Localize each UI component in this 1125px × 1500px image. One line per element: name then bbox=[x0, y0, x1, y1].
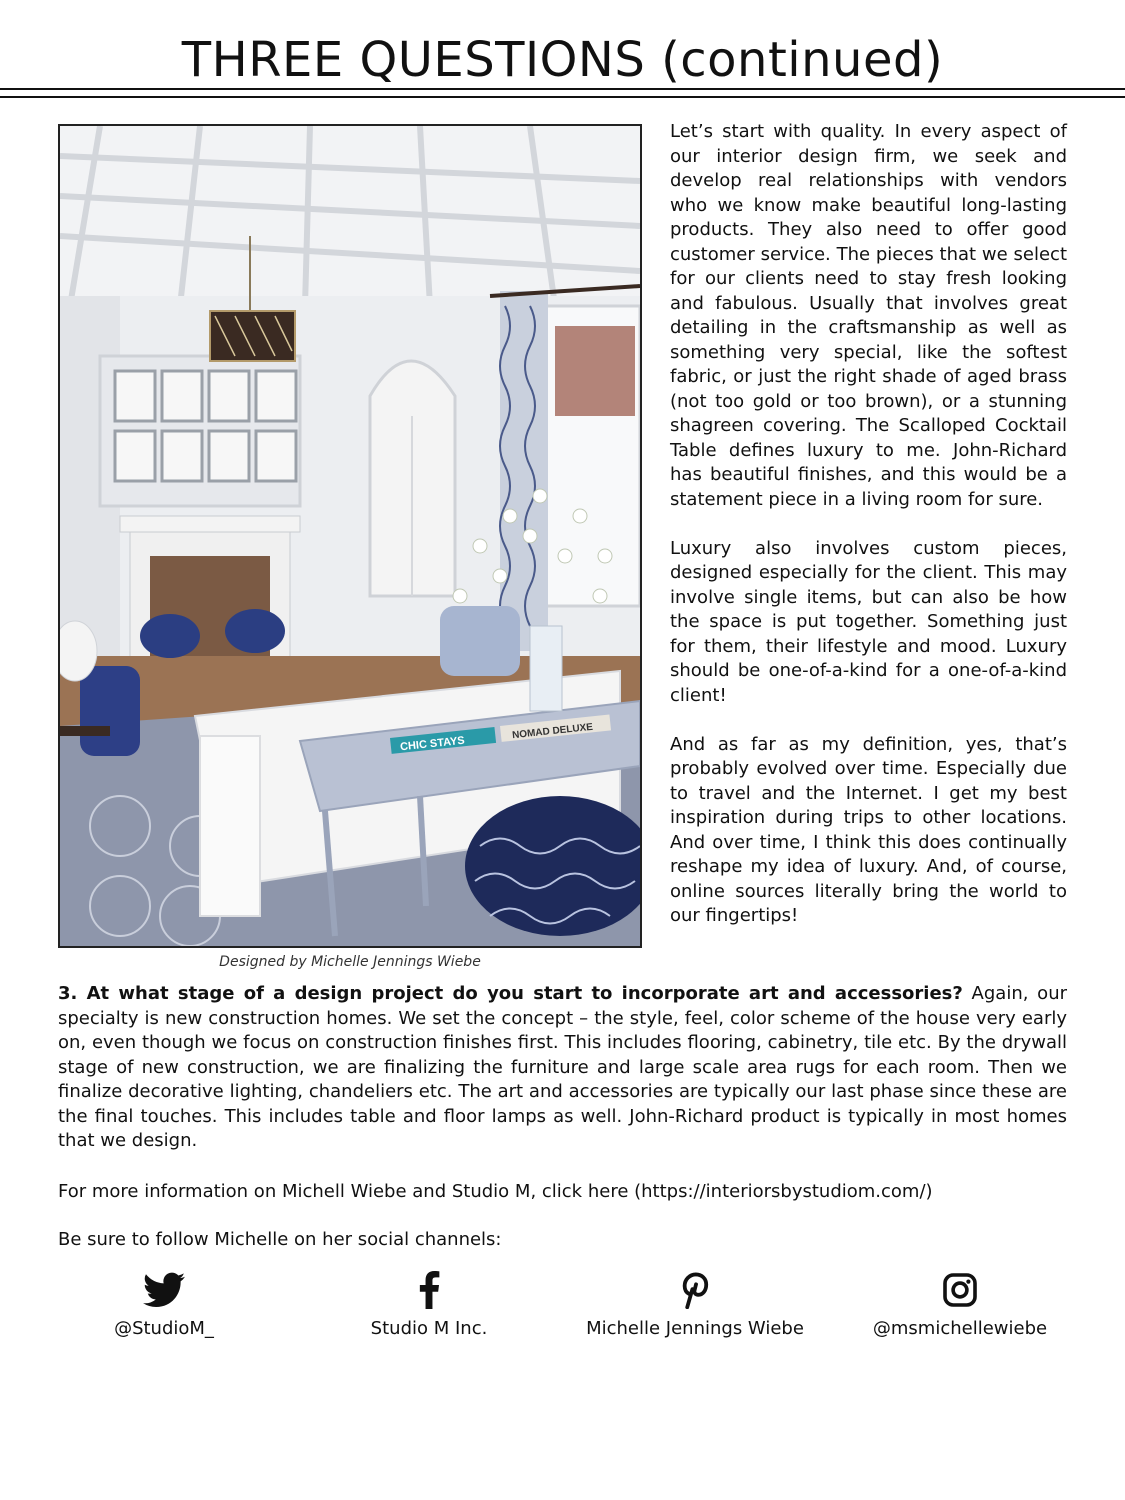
social-twitter[interactable] bbox=[34, 1270, 294, 1339]
question-3-block bbox=[58, 982, 1067, 1154]
follow-text: Be sure to follow Michelle on her social channels: bbox=[58, 1229, 502, 1250]
facebook-icon[interactable] bbox=[299, 1270, 559, 1310]
question-3-answer: Again, our specialty is new construction homes. We set the concept – the style, feel, color scheme of the house very early on, even though we focus on construction finishes first. This includes flooring, cabinetry, tile etc. By the drywall stage of new construction, we are finalizing the furniture and large scale area rugs for each room. Then we finalize decorative lighting, chandeliers etc. The art and accessories are typically our last phase since these are the final touches. This includes table and floor lamps as well. John-Richard product is typically in most homes that we design. bbox=[58, 983, 1068, 1151]
social-pinterest[interactable] bbox=[565, 1270, 825, 1339]
page-title: THREE QUESTIONS (continued) bbox=[181, 32, 944, 88]
instagram-icon[interactable] bbox=[830, 1270, 1090, 1310]
pinterest-profile[interactable]: Michelle Jennings Wiebe bbox=[586, 1318, 804, 1339]
book-spine-chic-stays: CHIC STAYS bbox=[399, 734, 466, 754]
paragraph-custom: Luxury also involves custom pieces, designed especially for the client. This may involve single items, but can also be how the space is put together. Something just for them, their lifestyle and mood. Luxury should be one-of-a-kind for a one-of-a-kind client! bbox=[670, 537, 1067, 706]
article-column bbox=[670, 120, 1067, 953]
interior-photo bbox=[58, 124, 642, 948]
instagram-handle[interactable]: @msmichellewiebe bbox=[872, 1318, 1048, 1339]
more-info-link[interactable]: For more information on Michell Wiebe and Studio M, click here (https://interiorsbystudiom.com/) bbox=[58, 1181, 933, 1202]
facebook-page[interactable]: Studio M Inc. bbox=[370, 1318, 488, 1339]
header-rule-bottom bbox=[0, 96, 1125, 98]
header-rule-top bbox=[0, 88, 1125, 90]
twitter-icon[interactable] bbox=[34, 1270, 294, 1310]
book-spine-nomad-deluxe: NOMAD DELUXE bbox=[511, 721, 594, 742]
twitter-handle[interactable]: @StudioM_ bbox=[114, 1318, 214, 1339]
paragraph-definition: And as far as my definition, yes, that’s probably evolved over time. Especially due to travel and the Internet. I get my best inspiration during trips to other locations. And over time, I think this does continually reshape my idea of luxury. And, of course, online sources literally bring the world to our fingertips! bbox=[670, 733, 1067, 926]
social-instagram[interactable] bbox=[830, 1270, 1090, 1339]
photo-caption: Designed by Michelle Jennings Wiebe bbox=[219, 954, 481, 970]
paragraph-quality: Let’s start with quality. In every aspect of our interior design firm, we seek and develop real relationships with vendors who we know make beautiful long-lasting products. They also need to offer good customer service. The pieces that we select for our clients need to stay fresh looking and fabulous. Usually that involves great detailing in the craftsmanship as well as something very special, like the softest fabric, or just the right shade of aged brass (not too gold or too brown), or a stunning shagreen covering. The Scalloped Cocktail Table defines luxury to me. John-Richard has beautiful finishes, and this would be a statement piece in a living room for sure. bbox=[670, 121, 1067, 510]
social-facebook[interactable] bbox=[299, 1270, 559, 1339]
pinterest-icon[interactable] bbox=[565, 1270, 825, 1310]
question-3-heading: 3. At what stage of a design project do you start to incorporate art and accessories? bbox=[58, 983, 963, 1004]
